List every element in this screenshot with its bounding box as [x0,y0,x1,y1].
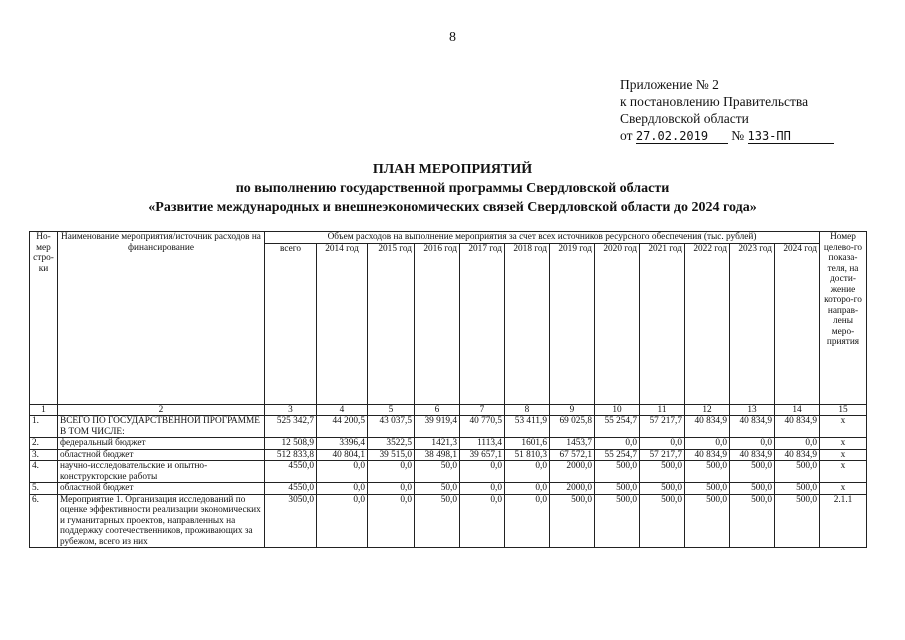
row-value: 0,0 [368,461,415,483]
row-number: 2. [30,438,58,450]
row-value: 40 834,9 [685,416,730,438]
row-value: 40 834,9 [730,416,775,438]
row-value: 500,0 [595,461,640,483]
row-value: 500,0 [595,483,640,495]
row-value: 51 810,3 [505,449,550,461]
column-number: 4 [317,404,368,416]
plan-table [29,231,867,548]
row-value: 0,0 [595,438,640,450]
row-value: 57 217,7 [640,449,685,461]
row-value: 39 515,0 [368,449,415,461]
row-name: ВСЕГО ПО ГОСУДАРСТВЕННОЙ ПРОГРАММЕ В ТОМ ЧИСЛЕ: [58,416,265,438]
column-number: 10 [595,404,640,416]
row-value: 500,0 [640,494,685,548]
row-value: 500,0 [730,494,775,548]
column-number: 8 [505,404,550,416]
header-year: 2015 год [368,243,415,404]
row-value: 0,0 [505,494,550,548]
date-prefix: от [620,128,633,143]
table-row [30,494,867,548]
row-indicator: x [820,416,867,438]
appendix-line-1: Приложение № 2 [620,77,719,92]
row-number: 1. [30,416,58,438]
row-value: 69 025,8 [550,416,595,438]
row-value: 44 200,5 [317,416,368,438]
row-number: 6. [30,494,58,548]
appendix-date-line [620,127,834,144]
row-value: 38 498,1 [415,449,460,461]
header-year: 2022 год [685,243,730,404]
row-value: 40 834,9 [730,449,775,461]
header-year: 2016 год [415,243,460,404]
row-number: 5. [30,483,58,495]
row-value: 50,0 [415,461,460,483]
row-value: 0,0 [317,483,368,495]
row-number: 3. [30,449,58,461]
row-indicator: x [820,461,867,483]
row-value: 57 217,7 [640,416,685,438]
row-value: 40 804,1 [317,449,368,461]
row-value: 12 508,9 [265,438,317,450]
row-value: 0,0 [460,461,505,483]
column-number: 7 [460,404,505,416]
row-value: 67 572,1 [550,449,595,461]
row-name: областной бюджет [58,483,265,495]
row-value: 1453,7 [550,438,595,450]
column-number: 14 [775,404,820,416]
header-year: 2020 год [595,243,640,404]
doc-title: ПЛАН МЕРОПРИЯТИЙ [372,162,533,177]
header-indicator: Номер целево-го показа-теля, на дости-жение которо-го направ-лены меро-приятия [820,232,867,405]
row-number: 4. [30,461,58,483]
row-value: 0,0 [460,494,505,548]
column-number: 9 [550,404,595,416]
header-name: Наименование мероприятия/источник расходов на финансирование [58,232,265,405]
row-value: 500,0 [685,461,730,483]
row-value: 39 657,1 [460,449,505,461]
header-volume: Объем расходов на выполнение мероприятия за счет всех источников ресурсного обеспечения (тыс. рублей) [265,232,820,244]
appendix-block [620,76,834,144]
column-number: 13 [730,404,775,416]
row-value: 0,0 [505,483,550,495]
row-indicator: x [820,449,867,461]
row-value: 3522,5 [368,438,415,450]
row-value: 4550,0 [265,483,317,495]
column-numbers-row [30,404,867,416]
doc-subtitle: по выполнению государственной программы Свердловской области [235,181,670,196]
row-value: 40 834,9 [775,449,820,461]
row-indicator: x [820,483,867,495]
row-value: 0,0 [640,438,685,450]
row-value: 50,0 [415,494,460,548]
table-row [30,416,867,438]
row-value: 500,0 [685,483,730,495]
appendix-line-3: Свердловской области [620,111,749,126]
column-number: 12 [685,404,730,416]
plan-table-body [30,416,867,548]
row-value: 39 919,4 [415,416,460,438]
row-value: 1601,6 [505,438,550,450]
row-value: 50,0 [415,483,460,495]
header-year: 2019 год [550,243,595,404]
row-value: 3396,4 [317,438,368,450]
page-number: 8 [449,30,456,45]
column-number: 5 [368,404,415,416]
row-value: 0,0 [505,461,550,483]
row-value: 0,0 [685,438,730,450]
row-name: областной бюджет [58,449,265,461]
header-year: всего [265,243,317,404]
row-indicator: x [820,438,867,450]
row-name: Мероприятие 1. Организация исследований по оценке эффективности реализации экономических и гуманитарных проектов, направленных на поддержку соотечественников, проживающих за рубежом, всего из них [58,494,265,548]
row-value: 525 342,7 [265,416,317,438]
row-value: 0,0 [368,483,415,495]
row-value: 500,0 [730,483,775,495]
row-value: 0,0 [775,438,820,450]
doc-program-name: «Развитие международных и внешнеэкономических связей Свердловской области до 2024 года» [148,200,757,215]
row-value: 4550,0 [265,461,317,483]
row-value: 500,0 [550,494,595,548]
table-row [30,483,867,495]
row-value: 40 834,9 [775,416,820,438]
row-value: 40 770,5 [460,416,505,438]
decree-date: 27.02.2019 [636,129,728,144]
row-value: 40 834,9 [685,449,730,461]
row-value: 0,0 [730,438,775,450]
header-year: 2017 год [460,243,505,404]
column-number: 3 [265,404,317,416]
row-value: 55 254,7 [595,449,640,461]
table-row [30,438,867,450]
row-value: 2000,0 [550,461,595,483]
header-year: 2023 год [730,243,775,404]
row-value: 500,0 [730,461,775,483]
row-value: 500,0 [685,494,730,548]
row-value: 53 411,9 [505,416,550,438]
header-year: 2024 год [775,243,820,404]
row-value: 0,0 [460,483,505,495]
row-value: 1113,4 [460,438,505,450]
row-value: 2000,0 [550,483,595,495]
row-value: 500,0 [775,483,820,495]
row-value: 0,0 [368,494,415,548]
row-value: 3050,0 [265,494,317,548]
column-number: 6 [415,404,460,416]
number-prefix: № [731,128,745,143]
row-value: 1421,3 [415,438,460,450]
header-year: 2018 год [505,243,550,404]
table-row [30,461,867,483]
row-value: 500,0 [640,483,685,495]
row-value: 0,0 [317,461,368,483]
row-name: федеральный бюджет [58,438,265,450]
row-value: 43 037,5 [368,416,415,438]
header-row-number: Но-мер стро-ки [30,232,58,405]
row-value: 500,0 [775,461,820,483]
decree-number: 133-ПП [748,129,834,144]
row-value: 512 833,8 [265,449,317,461]
row-indicator: 2.1.1 [820,494,867,548]
row-value: 500,0 [595,494,640,548]
row-value: 0,0 [317,494,368,548]
header-row [30,232,867,244]
row-value: 55 254,7 [595,416,640,438]
column-number: 1 [30,404,58,416]
column-number: 15 [820,404,867,416]
header-year: 2021 год [640,243,685,404]
row-value: 500,0 [640,461,685,483]
appendix-line-2: к постановлению Правительства [620,94,809,109]
column-number: 11 [640,404,685,416]
header-year: 2014 год [317,243,368,404]
row-value: 500,0 [775,494,820,548]
table-row [30,449,867,461]
column-number: 2 [58,404,265,416]
row-name: научно-исследовательские и опытно-конструкторские работы [58,461,265,483]
